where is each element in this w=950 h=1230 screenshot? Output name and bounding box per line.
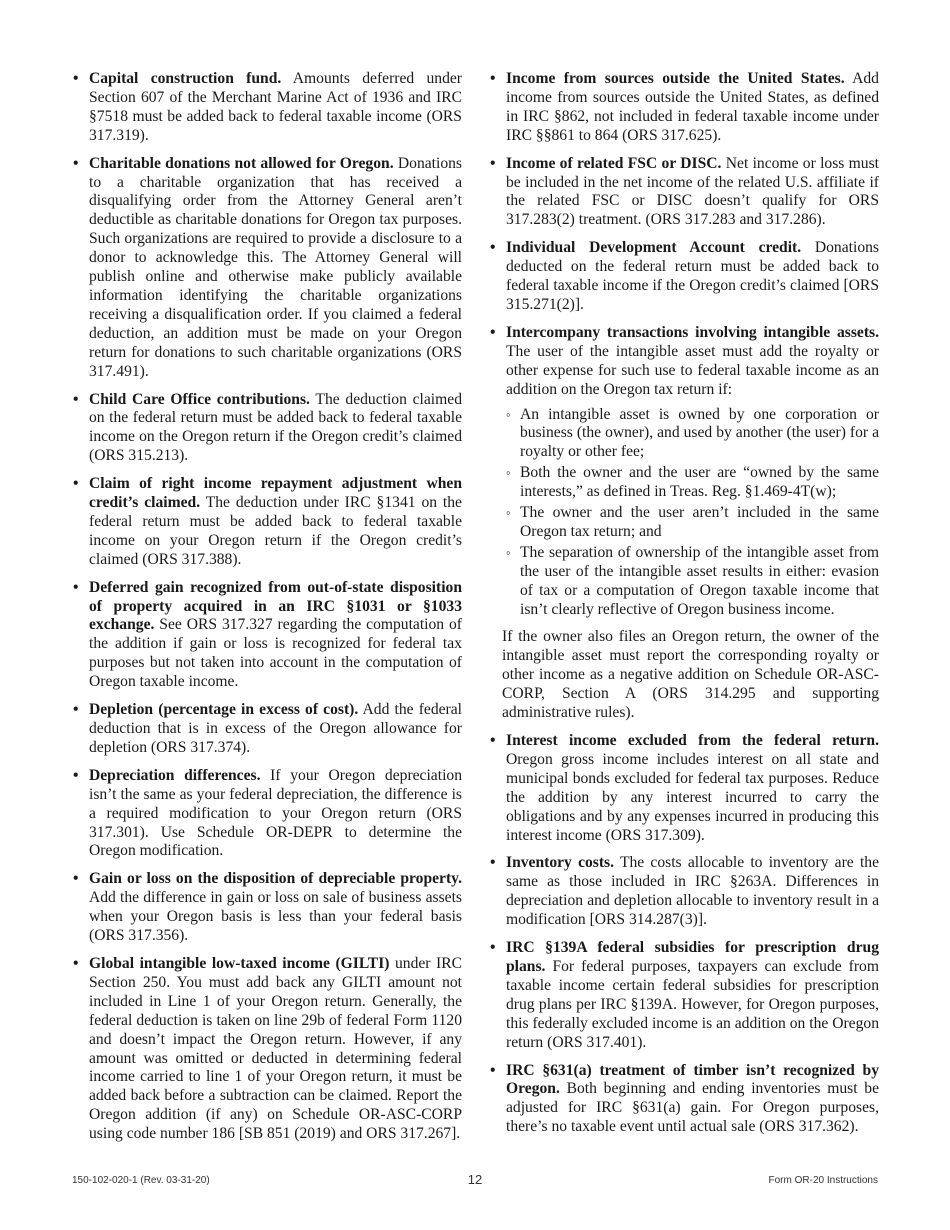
item-title: Capital construction fund. [89,70,282,87]
item-title: Global intangible low-taxed income (GILTI) [89,954,390,972]
list-item [72,870,462,946]
list-item [489,732,879,845]
item-title: Interest income excluded from the federal return. [506,732,879,749]
item-title: Depreciation differences. [89,766,261,784]
owner-return-paragraph: If the owner also files an Oregon return, the owner of the intangible asset must report the corresponding royalty or other income as a negative addition on Schedule OR-ASC-CORP, Section A (ORS 314.295 and supporting administrative rules). [502,628,879,722]
item-text: Add the federal deduction that is in excess of the Oregon allowance for depletion (ORS 317.374). [89,701,462,756]
list-item [489,854,879,930]
list-item [72,155,462,382]
item-title: Individual Development Account credit. [506,239,802,257]
item-title: Income from sources outside the United States. [506,70,845,87]
list-item [489,239,879,315]
item-text: under IRC Section 250. You must add back any GILTI amount not included in Line 1 of your Oregon return. Generally, the federal deduction is taken on line 29b of federal Form 1120 and doesn’t impact the Oregon return. However, if any amount was omitted or deducted in determining federal income carried to line 1 of your Oregon return, it must be added back before a subtraction can be claimed. Report the Oregon addition (if any) on Schedule OR-ASC-CORP using code number 186 [SB 851 (2019) and ORS 317.267]. [89,954,462,1143]
left-column [72,70,462,1153]
intercompany-item [489,324,879,620]
condition-list [506,406,879,620]
list-item [489,1062,879,1138]
item-text: Donations deducted on the federal return must be added back to federal taxable income if the Oregon credit’s claimed [ORS 315.271(2)]. [506,239,879,313]
item-text: The costs allocable to inventory are the same as those included in IRC §263A. Differences in depreciation and depletion allocable to inventory result in a modification [ORS 314.287(3)]. [506,854,879,929]
item-title: IRC §139A federal subsidies for prescription drug plans. [506,939,879,975]
item-text: Both beginning and ending inventories must be adjusted for IRC §631(a) gain. For Oregon purposes, there’s no taxable event until actual sale (ORS 317.362). [506,1080,879,1136]
item-text: Add income from sources outside the United States, as defined in IRC §862, not included in federal taxable income under IRC §§861 to 864 (ORS 317.625). [506,70,879,144]
item-title: Depletion (percentage in excess of cost). [89,701,359,719]
list-item [72,70,462,146]
item-text: If your Oregon depreciation isn’t the same as your federal depreciation, the difference is a required modification to your Oregon return (ORS 317.301). Use Schedule OR-DEPR to determine the Oregon modification. [89,766,462,860]
right-column [489,70,879,1146]
item-title: Inventory costs. [506,854,615,872]
item-title: Deferred gain recognized from out-of-state disposition of property acquired in an IRC §1031 or §1033 exchange. [89,578,462,634]
list-item [489,155,879,231]
form-code: 150-102-020-1 (Rev. 03-31-20) [72,1175,210,1186]
item-text: Amounts deferred under Section 607 of the Merchant Marine Act of 1936 and IRC §7518 must be added back to federal taxable income (ORS 317.319). [89,70,463,144]
item-title: Claim of right income repayment adjustment when credit’s claimed. [89,475,462,512]
item-text: Oregon gross income includes interest on all state and municipal bonds excluded for federal tax purposes. Reduce the addition by any interest incurred to carry the obligations and by any expenses incurred in producing this interest income (ORS 317.309). [506,750,879,844]
item-text: The deduction under IRC §1341 on the federal return must be added back to federal taxable income on your Oregon return if the Oregon credit’s claimed (ORS 317.388). [89,494,462,568]
item-text: The deduction claimed on the federal return must be added back to federal taxable income on the Oregon return if the Oregon credit’s claimed (ORS 315.213). [89,390,462,465]
list-item [72,955,462,1144]
condition-item: ◦ An intangible asset is owned by one corporation or business (the owner), and used by another (the user) for a royalty or other fee; [506,406,879,463]
list-item [489,939,879,1052]
item-text: Donations to a charitable organization that has received a disqualifying order from the Attorney General aren’t deductible as charitable donations for Oregon tax purposes. Such organizations are required to provide a disclosure to a donor to acknowledge this. The Attorney General will publish online and otherwise make publicly available information identifying the charitable organizations receiving a disqualification order. If you claimed a federal deduction, an addition must be made on your Oregon return for donations to such charitable organizations (ORS 317.491). [89,154,462,380]
list-item [72,767,462,862]
list-item [72,391,462,467]
list-item [72,475,462,570]
item-text: See ORS 317.327 regarding the computation of the addition if gain or loss is recognized for federal tax purposes but not taken into account in the computation of Oregon taxable income. [89,616,462,691]
condition-item: ◦ The separation of ownership of the intangible asset from the user of the intangible asset results in either: evasion of tax or a computation of Oregon taxable income that isn’t clearly reflective of Oregon business income. [506,544,879,620]
page-number: 12 [467,1172,483,1187]
item-title: Gain or loss on the disposition of depreciable property. [89,870,462,888]
item-title: IRC §631(a) treatment of timber isn’t recognized by Oregon. [506,1061,879,1098]
item-title: Income of related FSC or DISC. [506,154,722,172]
item-text: Add the difference in gain or loss on sale of business assets when your Oregon basis is less than your federal basis (ORS 317.356). [89,889,462,945]
condition-item: ◦ The owner and the user aren’t included in the same Oregon tax return; and [506,504,879,542]
item-title: Charitable donations not allowed for Oregon. [89,154,394,172]
list-item [72,579,462,692]
list-item [72,701,462,758]
item-text: For federal purposes, taxpayers can exclude from taxable income certain federal subsidies for prescription drug plans per IRC §139A. However, for Oregon purposes, this federally excluded income is an addition on the Oregon return (ORS 317.401). [506,957,879,1051]
item-text: Net income or loss must be included in the net income of the related U.S. affiliate if the related FSC or DISC doesn’t qualify for ORS 317.283(2) treatment. (ORS 317.283 and 317.286). [506,154,879,229]
item-title: Intercompany transactions involving intangible assets. [506,323,879,341]
condition-item: ◦ Both the owner and the user are “owned by the same interests,” as defined in Treas. Reg. §1.469-4T(w); [506,464,879,502]
item-title: Child Care Office contributions. [89,390,310,408]
item-text: The user of the intangible asset must add the royalty or other expense for such use to federal taxable income as an addition on the Oregon tax return if: [506,342,879,398]
list-item [489,70,879,146]
form-title: Form OR-20 Instructions [768,1175,878,1186]
